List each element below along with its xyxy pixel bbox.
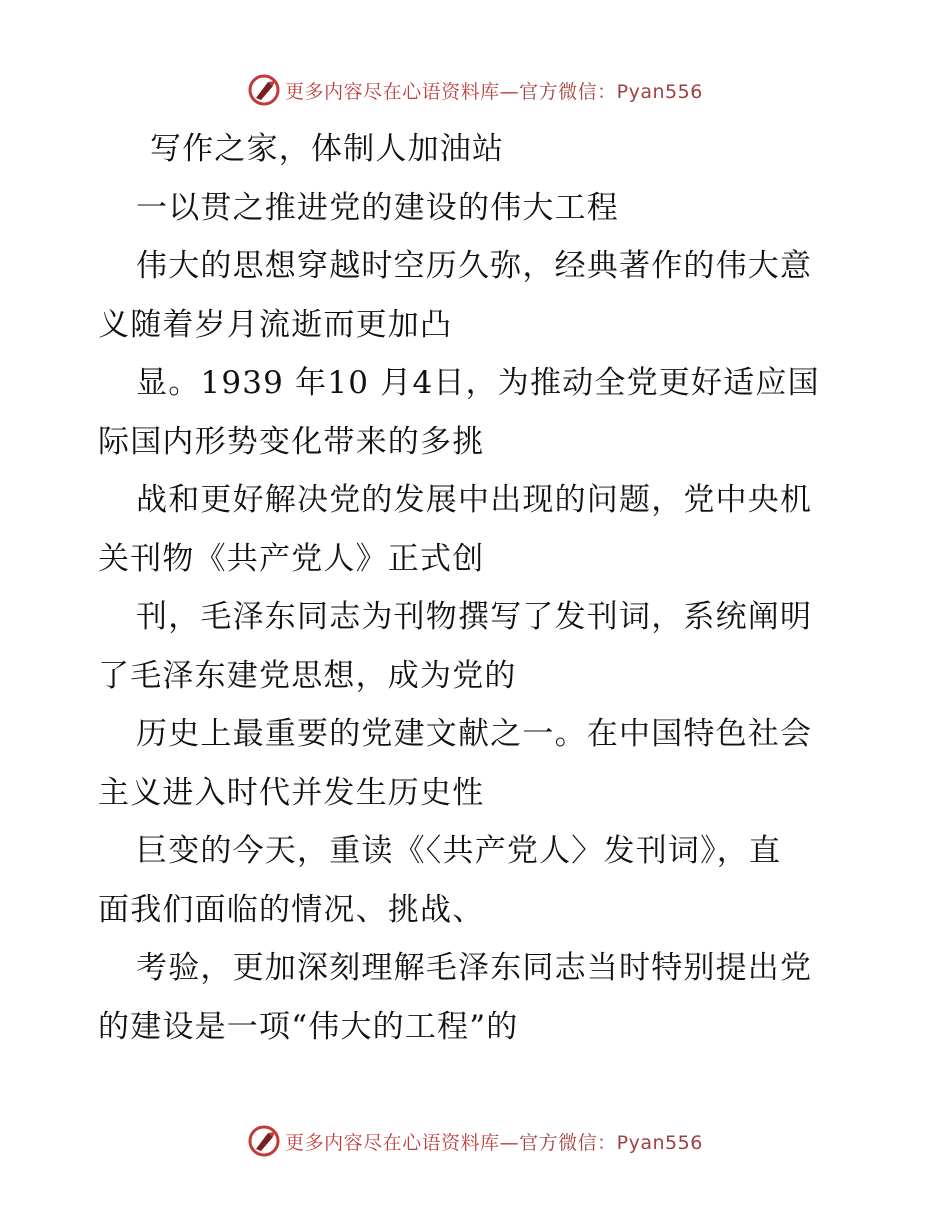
doc-line: 巨变的今天，重读《〈共产党人〉发刊词》，直 [136,833,782,869]
doc-line: 的建设是一项“伟大的工程”的 [98,1008,519,1045]
pen-nib-logo-icon [247,1124,281,1158]
doc-title: 一以贯之推进党的建设的伟大工程 [136,189,619,226]
footer-watermark-banner [0,1121,950,1161]
doc-line: 考验，更加深刻理解毛泽东同志当时特别提出党 [136,950,813,986]
doc-line: 义随着岁月流逝而更加凸 [98,306,453,343]
doc-line: 写作之家，体制人加油站 [150,131,505,167]
doc-line: 面我们面临的情况、挑战、 [98,891,485,928]
doc-line: 主义进入时代并发生历史性 [98,774,485,811]
doc-line: 战和更好解决党的发展中出现的问题，党中央机 [136,482,813,518]
banner-text: 更多内容尽在心语资料库—官方微信：Pyan556 [285,80,703,103]
doc-line: 刊，毛泽东同志为刊物撰写了发刊词，系统阐明 [136,599,813,635]
doc-line: 历史上最重要的党建文献之一。在中国特色社会 [136,716,813,752]
pen-nib-logo-icon [247,73,281,107]
doc-line: 关刊物《共产党人》正式创 [98,540,485,577]
doc-line: 伟大的思想穿越时空历久弥，经典著作的伟大意 [136,248,813,284]
header-watermark-banner [0,70,950,110]
document-body [98,120,858,1056]
doc-line: 显。1939 年10 月4日，为推动全党更好适应国 [136,365,820,401]
doc-line: 了毛泽东建党思想，成为党的 [98,657,517,694]
doc-line: 际国内形势变化带来的多挑 [98,423,485,460]
banner-text: 更多内容尽在心语资料库—官方微信：Pyan556 [285,1131,703,1154]
